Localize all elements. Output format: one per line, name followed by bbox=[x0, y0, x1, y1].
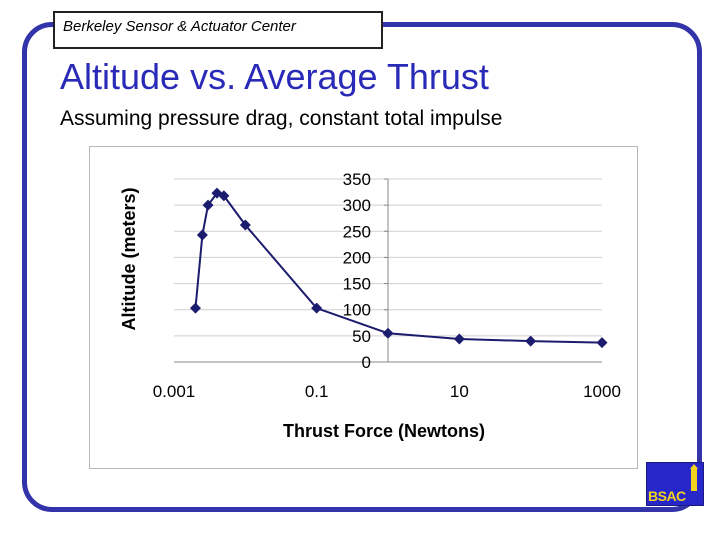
y-tick-label: 150 bbox=[342, 274, 371, 294]
y-tick-label: 50 bbox=[352, 326, 371, 346]
data-point bbox=[525, 336, 536, 347]
x-tick-labels bbox=[153, 382, 621, 401]
series-line bbox=[195, 193, 602, 343]
data-point bbox=[190, 303, 201, 314]
y-tick-label: 350 bbox=[342, 170, 371, 189]
series-points bbox=[190, 188, 608, 349]
y-tick-label: 250 bbox=[342, 222, 371, 242]
data-point bbox=[454, 333, 465, 344]
y-axis-label: Altitude (meters) bbox=[119, 187, 139, 331]
x-tick-label: 10 bbox=[449, 382, 469, 401]
x-tick-label: 0.1 bbox=[304, 382, 329, 401]
y-tick-label: 300 bbox=[342, 196, 371, 216]
x-tick-label: 1000 bbox=[583, 382, 621, 401]
x-axis-label: Thrust Force (Newtons) bbox=[282, 421, 486, 441]
bsac-logo bbox=[646, 462, 704, 506]
logo-text: BSAC bbox=[648, 488, 686, 504]
data-point bbox=[597, 337, 608, 348]
slide-subtitle: Assuming pressure drag, constant total impulse bbox=[60, 107, 503, 130]
data-point bbox=[383, 328, 394, 339]
y-tick-label: 100 bbox=[342, 300, 371, 320]
chart-panel bbox=[89, 146, 638, 469]
org-header: Berkeley Sensor & Actuator Center bbox=[53, 11, 383, 49]
y-tick-label: 200 bbox=[342, 248, 371, 268]
x-tick-label: 0.001 bbox=[152, 382, 196, 401]
y-tick-labels bbox=[343, 170, 371, 372]
y-tick-label: 0 bbox=[361, 353, 371, 372]
slide-title: Altitude vs. Average Thrust bbox=[60, 56, 489, 97]
logo-tower bbox=[691, 467, 697, 491]
altitude-thrust-chart bbox=[90, 147, 639, 470]
